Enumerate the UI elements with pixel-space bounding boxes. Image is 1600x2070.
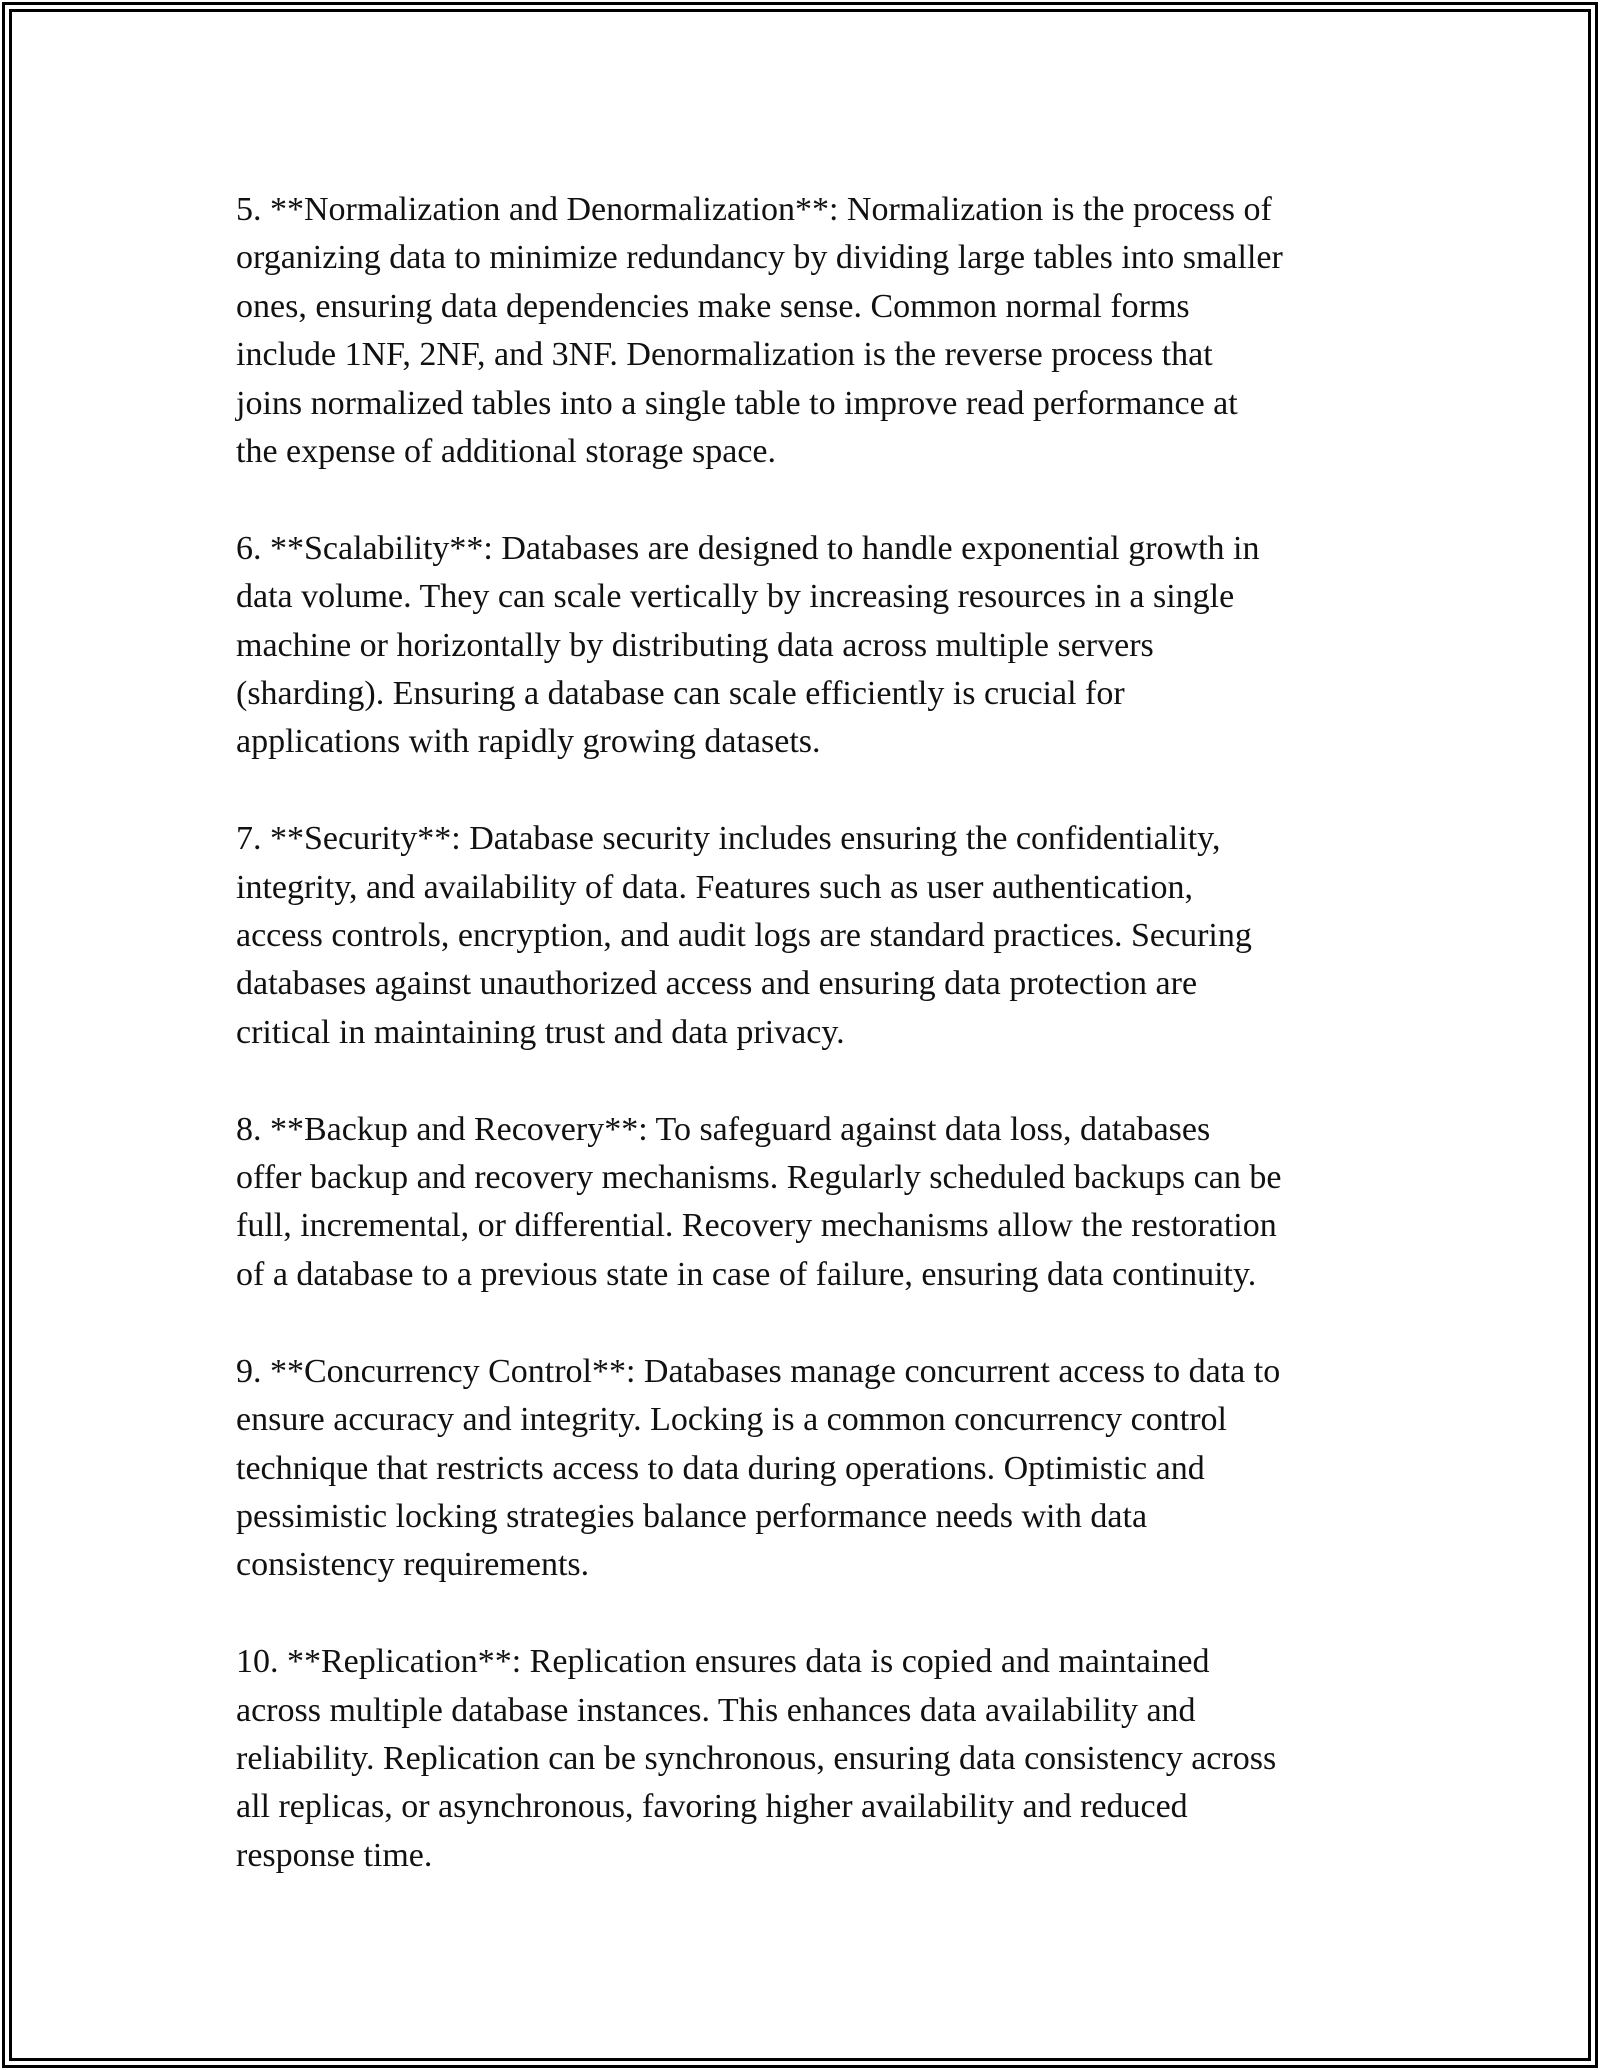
paragraph-backup-recovery bbox=[236, 1106, 1386, 1300]
text-line: 5. **Normalization and Denormalization**: Normalization is the process of bbox=[236, 191, 1272, 228]
text-line: critical in maintaining trust and data privacy. bbox=[236, 1013, 845, 1051]
text-line: response time. bbox=[236, 1836, 433, 1874]
text-line: 6. **Scalability**: Databases are designed to handle exponential growth in bbox=[236, 529, 1260, 567]
text-line: across multiple database instances. This enhances data availability and bbox=[236, 1691, 1196, 1729]
text-line: full, incremental, or differential. Recovery mechanisms allow the restoration bbox=[236, 1207, 1277, 1245]
text-line: 10. **Replication**: Replication ensures data is copied and maintained bbox=[236, 1643, 1210, 1681]
text-line: pessimistic locking strategies balance performance needs with data bbox=[236, 1497, 1148, 1535]
text-line: ones, ensuring data dependencies make sense. Common normal forms bbox=[236, 287, 1190, 325]
paragraph-scalability bbox=[236, 525, 1386, 767]
text-line: data volume. They can scale vertically by increasing resources in a single bbox=[236, 578, 1235, 616]
text-line: databases against unauthorized access and ensuring data protection are bbox=[236, 965, 1198, 1003]
text-line: 9. **Concurrency Control**: Databases manage concurrent access to data to bbox=[236, 1352, 1281, 1390]
paragraph-replication bbox=[236, 1638, 1386, 1880]
text-line: include 1NF, 2NF, and 3NF. Denormalization is the reverse process that bbox=[236, 336, 1213, 374]
text-line: reliability. Replication can be synchronous, ensuring data consistency across bbox=[236, 1739, 1277, 1777]
text-line: access controls, encryption, and audit logs are standard practices. Securing bbox=[236, 917, 1252, 955]
text-line: technique that restricts access to data during operations. Optimistic and bbox=[236, 1449, 1205, 1487]
paragraph-security bbox=[236, 815, 1386, 1057]
text-line: (sharding). Ensuring a database can scale efficiently is crucial for bbox=[236, 675, 1125, 713]
text-line: of a database to a previous state in case of failure, ensuring data continuity. bbox=[236, 1255, 1257, 1293]
text-line: integrity, and availability of data. Features such as user authentication, bbox=[236, 868, 1194, 906]
text-line: organizing data to minimize redundancy by dividing large tables into smaller bbox=[236, 239, 1283, 277]
paragraph-concurrency-control bbox=[236, 1348, 1386, 1590]
text-line: all replicas, or asynchronous, favoring higher availability and reduced bbox=[236, 1788, 1188, 1826]
text-line: 8. **Backup and Recovery**: To safeguard against data loss, databases bbox=[236, 1110, 1211, 1148]
text-line: the expense of additional storage space. bbox=[236, 433, 777, 471]
document-body bbox=[236, 186, 1386, 1929]
text-line: ensure accuracy and integrity. Locking is a common concurrency control bbox=[236, 1401, 1227, 1439]
text-line: joins normalized tables into a single table to improve read performance at bbox=[236, 384, 1238, 422]
text-line: 7. **Security**: Database security includes ensuring the confidentiality, bbox=[236, 820, 1221, 858]
text-line: applications with rapidly growing datasets. bbox=[236, 723, 821, 761]
text-line: consistency requirements. bbox=[236, 1546, 590, 1584]
text-line: offer backup and recovery mechanisms. Regularly scheduled backups can be bbox=[236, 1159, 1282, 1197]
text-line: machine or horizontally by distributing data across multiple servers bbox=[236, 626, 1154, 664]
paragraph-normalization bbox=[236, 186, 1386, 476]
